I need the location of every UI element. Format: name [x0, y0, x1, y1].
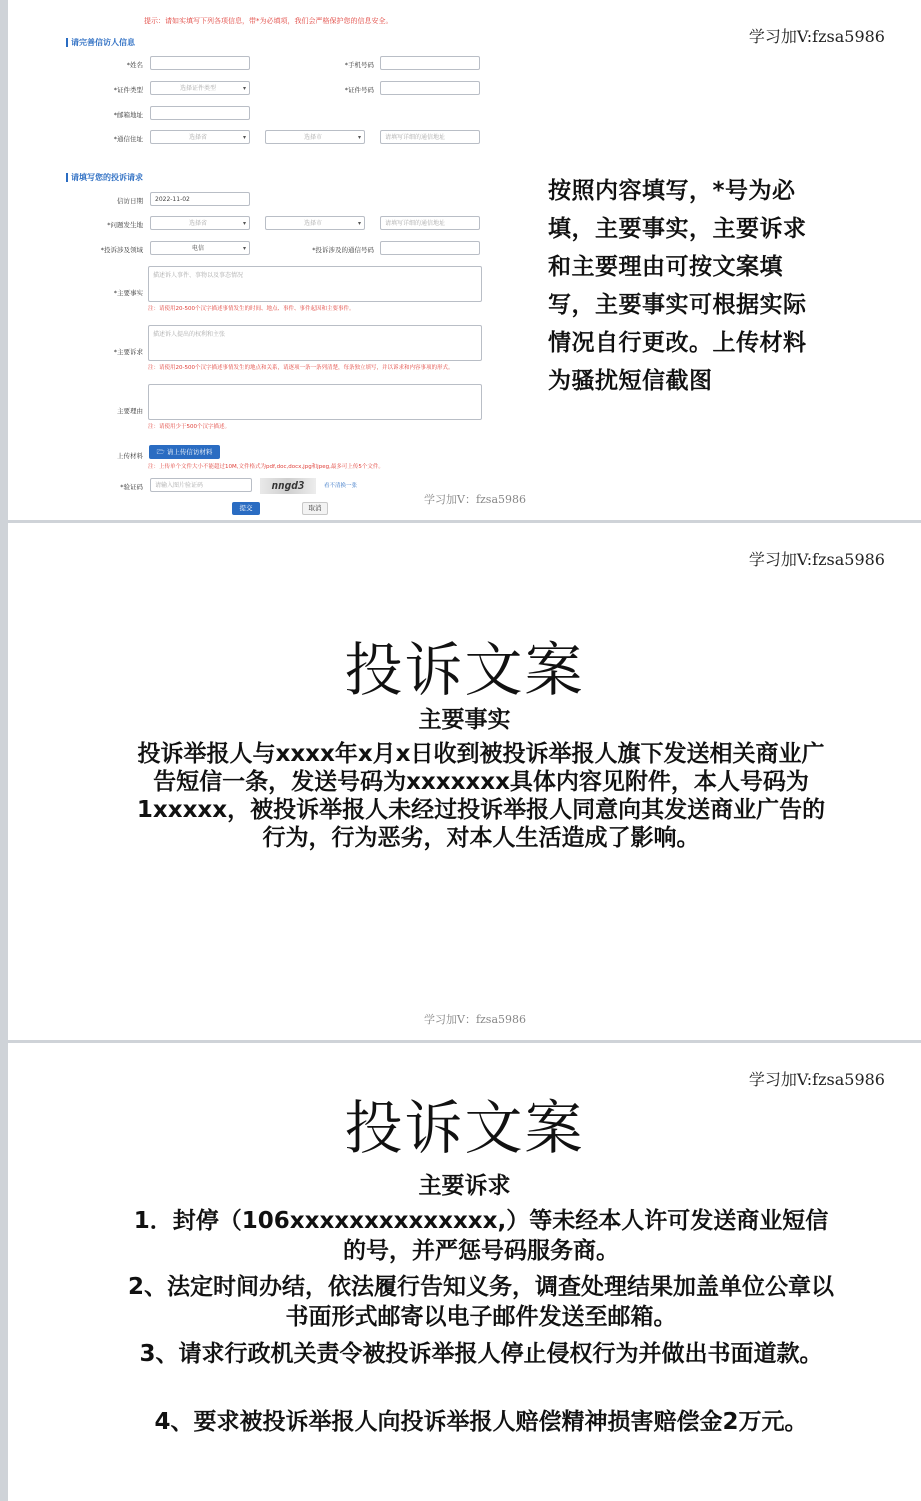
label-phone: *手机号码	[344, 61, 374, 69]
id-number-input[interactable]	[380, 81, 480, 95]
form-notice: 提示：请如实填写下列各项信息，带*为必填项，我们会严格保护您的信息安全。	[144, 17, 393, 25]
phone-input[interactable]	[380, 56, 480, 70]
captcha-input[interactable]: 请输入图片验证码	[150, 478, 252, 492]
main-facts-text: 投诉举报人与xxxx年x月x日收到被投诉举报人旗下发送相关商业广告短信一条，发送号码为xxxxxxx具体内容见附件，本人号码为1xxxxx，被投诉举报人未经过投诉举报人同意向其发送商业广告的行为，行为恶劣，对本人生活造成了影响。	[136, 741, 826, 851]
requests-hint: 注：请使用20-500个汉字描述事情发生的地点和关系，请逐项一条一条列清楚，每条独立填写，并以诉求和内容事项的形式。	[148, 365, 454, 371]
domain-select[interactable]	[150, 241, 250, 255]
chevron-down-icon: ▾	[242, 245, 246, 252]
label-visit-date: 信访日期	[117, 197, 143, 205]
label-related-number: *投诉涉及的通信号码	[312, 246, 374, 254]
slide-main-requests	[8, 1043, 921, 1501]
label-reasons: 主要理由	[117, 407, 143, 415]
watermark-bottom: 学习加V：fzsa5986	[424, 493, 527, 506]
requests-textarea[interactable]: 描述诉人提出的权利和主张	[148, 325, 482, 361]
section-petitioner-info: 请完善信访人信息	[66, 38, 135, 47]
problem-province-select[interactable]	[150, 216, 250, 230]
province-placeholder: 选择省	[188, 134, 207, 141]
label-email: *邮箱地址	[113, 111, 143, 119]
label-name: *姓名	[126, 61, 143, 69]
slide-main-facts	[8, 523, 921, 1040]
label-id-number: *证件号码	[344, 86, 374, 94]
facts-hint: 注：请使用20-500个汉字描述事情发生的时间、地点、事件、事件起因和主要事件。	[148, 306, 355, 312]
slide-subtitle: 主要诉求	[418, 1173, 511, 1199]
label-upload: 上传材料	[117, 452, 143, 460]
slide-subtitle: 主要事实	[418, 707, 511, 733]
reasons-textarea[interactable]	[148, 384, 482, 420]
captcha-image[interactable]: nngd3	[260, 478, 316, 494]
domain-value: 电信	[191, 245, 204, 252]
id-type-select[interactable]	[150, 81, 250, 95]
reasons-hint: 注：请使用少于500个汉字描述。	[148, 424, 230, 430]
facts-textarea[interactable]: 描述诉人事件、事物以及事态情况	[148, 266, 482, 302]
watermark-bottom: 学习加V：fzsa5986	[424, 1013, 527, 1026]
request-item: 3、请求行政机关责令被投诉举报人停止侵权行为并做出书面道款。	[139, 1341, 823, 1367]
watermark-top: 学习加V:fzsa5986	[748, 550, 885, 569]
slide-title: 投诉文案	[344, 636, 585, 704]
complaint-form-screenshot	[8, 0, 921, 520]
label-id-type: *证件类型	[113, 86, 143, 94]
section-complaint-request: 请填写您的投诉请求	[66, 173, 143, 182]
upload-hint: 注：上传单个文件大小不能超过10M,文件格式为pdf,doc,docx,jpg和jpeg,最多可上传5个文件。	[148, 464, 384, 470]
province-select[interactable]	[150, 130, 250, 144]
watermark-top: 学习加V:fzsa5986	[748, 1070, 885, 1089]
address-detail-input[interactable]: 请填写详细的通信地址	[380, 130, 480, 144]
chevron-down-icon: ▾	[242, 220, 246, 227]
chevron-down-icon: ▾	[242, 134, 246, 141]
captcha-refresh-link[interactable]: 看不清换一张	[324, 483, 358, 489]
label-facts: *主要事实	[113, 289, 143, 297]
label-captcha: *验证码	[120, 483, 143, 491]
slide-title: 投诉文案	[344, 1094, 585, 1162]
upload-button-label: 请上传信访材料	[166, 448, 213, 456]
filling-guide-text: 按照内容填写，*号为必填，主要事实，主要诉求和主要理由可按文案填写，主要事实可根据实际情况自行更改。上传材料为骚扰短信截图	[548, 178, 807, 394]
submit-button[interactable]: 提交	[232, 502, 260, 515]
id-type-placeholder: 选择证件类型	[179, 85, 216, 92]
city-placeholder: 选择市	[303, 134, 322, 141]
chevron-down-icon: ▾	[357, 220, 361, 227]
request-item: 4、要求被投诉举报人向投诉举报人赔偿精神损害赔偿金2万元。	[154, 1409, 808, 1435]
request-item: 1．封停（106xxxxxxxxxxxxxx,）等未经本人许可发送商业短信的号，并严惩号码服务商。	[133, 1208, 829, 1264]
problem-city-placeholder: 选择市	[303, 220, 322, 227]
problem-address-input[interactable]: 请填写详细的通信地址	[380, 216, 480, 230]
request-item: 2、法定时间办结，依法履行告知义务，调查处理结果加盖单位公章以书面形式邮寄以电子邮件发送至邮箱。	[128, 1274, 835, 1330]
problem-province-placeholder: 选择省	[188, 220, 207, 227]
related-number-input[interactable]	[380, 241, 480, 255]
label-requests: *主要诉求	[113, 348, 143, 356]
watermark-top: 学习加V:fzsa5986	[748, 27, 885, 46]
label-address: *通信住址	[113, 135, 143, 143]
city-select[interactable]	[265, 130, 365, 144]
chevron-down-icon: ▾	[242, 85, 246, 92]
folder-icon: 🗁	[156, 448, 167, 456]
visit-date-input[interactable]: 2022-11-02	[150, 192, 250, 206]
email-input[interactable]	[150, 106, 250, 120]
chevron-down-icon: ▾	[357, 134, 361, 141]
name-input[interactable]	[150, 56, 250, 70]
problem-city-select[interactable]	[265, 216, 365, 230]
upload-materials-button[interactable]	[149, 445, 220, 459]
label-domain: *投诉涉及领域	[100, 246, 143, 254]
label-problem-location: *问题发生地	[107, 221, 143, 229]
cancel-button[interactable]: 取消	[302, 502, 328, 515]
